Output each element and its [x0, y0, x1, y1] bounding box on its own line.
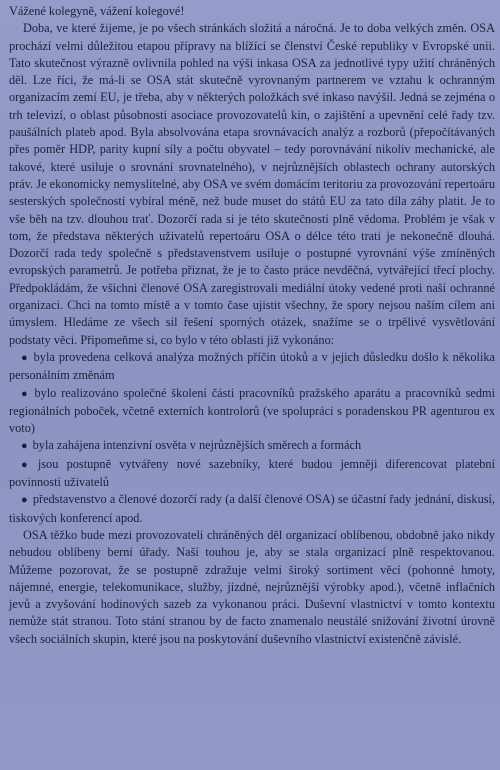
bullet-icon: ●	[21, 440, 28, 453]
list-item	[9, 349, 495, 385]
bullet-icon: ●	[21, 494, 28, 507]
list-item	[9, 456, 495, 492]
paragraph-closing: OSA těžko bude mezi provozovateli chráněných děl organizací oblíbenou, obdobně jako nikdy nebudou oblíbeny berní úřady. Naší touhou je, aby se stala organizací plně respektovanou. Můžeme pozorovat, že se postupně zdražuje velmi široký sortiment věcí (pohonné hmoty, nájemné, energie, telekomunikace, služby, jízdné, nejrůznější výrobky apod.), včetně inflačních jevů a zvyšování hodinových sazeb za vykonanou práci. Duševní vlastnictví v tomto kontextu nemůže stát stranou. Toto stání stranou by de facto znamenalo neustálé snižování životní úrovně všech sociálních skupin, které jsou na poskytování duševního vlastnictví existenčně závislé.	[9, 527, 495, 646]
list-item	[9, 385, 495, 438]
list-item-text: jsou postupně vytvářeny nové sazebníky, které budou jemněji diferencovat platební povinnosti uživatelů	[9, 456, 496, 490]
list-item-text: byla provedena celková analýza možných příčin útoků a v jejich důsledku došlo k několika personálním změnám	[9, 349, 495, 383]
bullet-icon: ●	[21, 458, 33, 471]
list-item	[9, 437, 495, 455]
greeting: Vážené kolegyně, vážení kolegové!	[9, 4, 185, 18]
list-item-text: představenstvo a členové dozorčí rady (a další členové OSA) se účastní řady jednání, diskusí, tiskových konferencí apod.	[9, 492, 496, 525]
paragraph-intro: Doba, ve které žijeme, je po všech stránkách složitá a náročná. Je to doba velkých změn. OSA prochází velmi důležitou etapou přípravy na blížící se členství České republiky v Evropské unii. Tato skutečnost výrazně ovlivnila pohled na výši inkasa OSA za jednotlivé typy užití chráněných děl. Lze říci, že má-li se OSA stát skutečně vyrovnaným partnerem ve vztahu k ochranným organizacím zemí EU, je třeba, aby v některých položkách své inkaso navýšil. Jedná se zejména o trh televizí, o oblast působnosti asociace provozovatelů kin, o zajištění a upevnění celé řady tzv. paušálních plateb apod. Byla absolvována etapa srovnávacích analýz a rozborů (přepočítávaných přes poměr HDP, parity kupní síly a počtu obyvatel – tedy porovnávání nikoliv mechanické, ale takové, které usiluje o srovnání srovnatelného), v nejrůznějších oblastech ochrany autorských práv. Je ekonomicky nemyslitelné, aby OSA ve svém domácím teritoriu za provozování repertoáru sesterských společností vybíral méně, než bude muset do států EU za tato díla záhy platit. Je to vše běh na tzv. dlouhou trať. Dozorčí rada si je této skutečnosti plně vědoma. Problém je však v tom, že představa některých uživatelů repertoáru OSA o délce této trati je nekonečně dlouhá. Dozorčí rada tedy společně s představenstvem usiluje o postupné vyrovnání výše zmíněných evropských parametrů. Je potřeba přiznat, že je to často práce nevděčná, vytvářející třecí plochy. Předpokládám, že všichni členové OSA zaregistrovali mediální útoky vedené proti naší ochranné organizaci. Chci na tomto místě a v tomto čase ujistit všechny, že spory nejsou naším cílem ani úmyslem. Hledáme ze všech sil řešení sporných otázek, snažíme se o trpělivé vysvětlování podstaty věci. Připomeňme si, co bylo v této oblasti již vykonáno:	[9, 21, 495, 347]
list-item	[9, 491, 495, 527]
list-item-text: byla zahájena intenzivní osvěta v nejrůznějších směrech a formách	[32, 438, 362, 453]
bullet-icon: ●	[21, 351, 29, 364]
bullet-icon: ●	[21, 387, 30, 400]
list-item-text: bylo realizováno společné školení části pracovníků pražského aparátu a pracovníků sedmi regionálních poboček, včetně externích kontrolorů (ve spolupráci s poradenskou PR agenturou ex voto)	[9, 385, 495, 436]
